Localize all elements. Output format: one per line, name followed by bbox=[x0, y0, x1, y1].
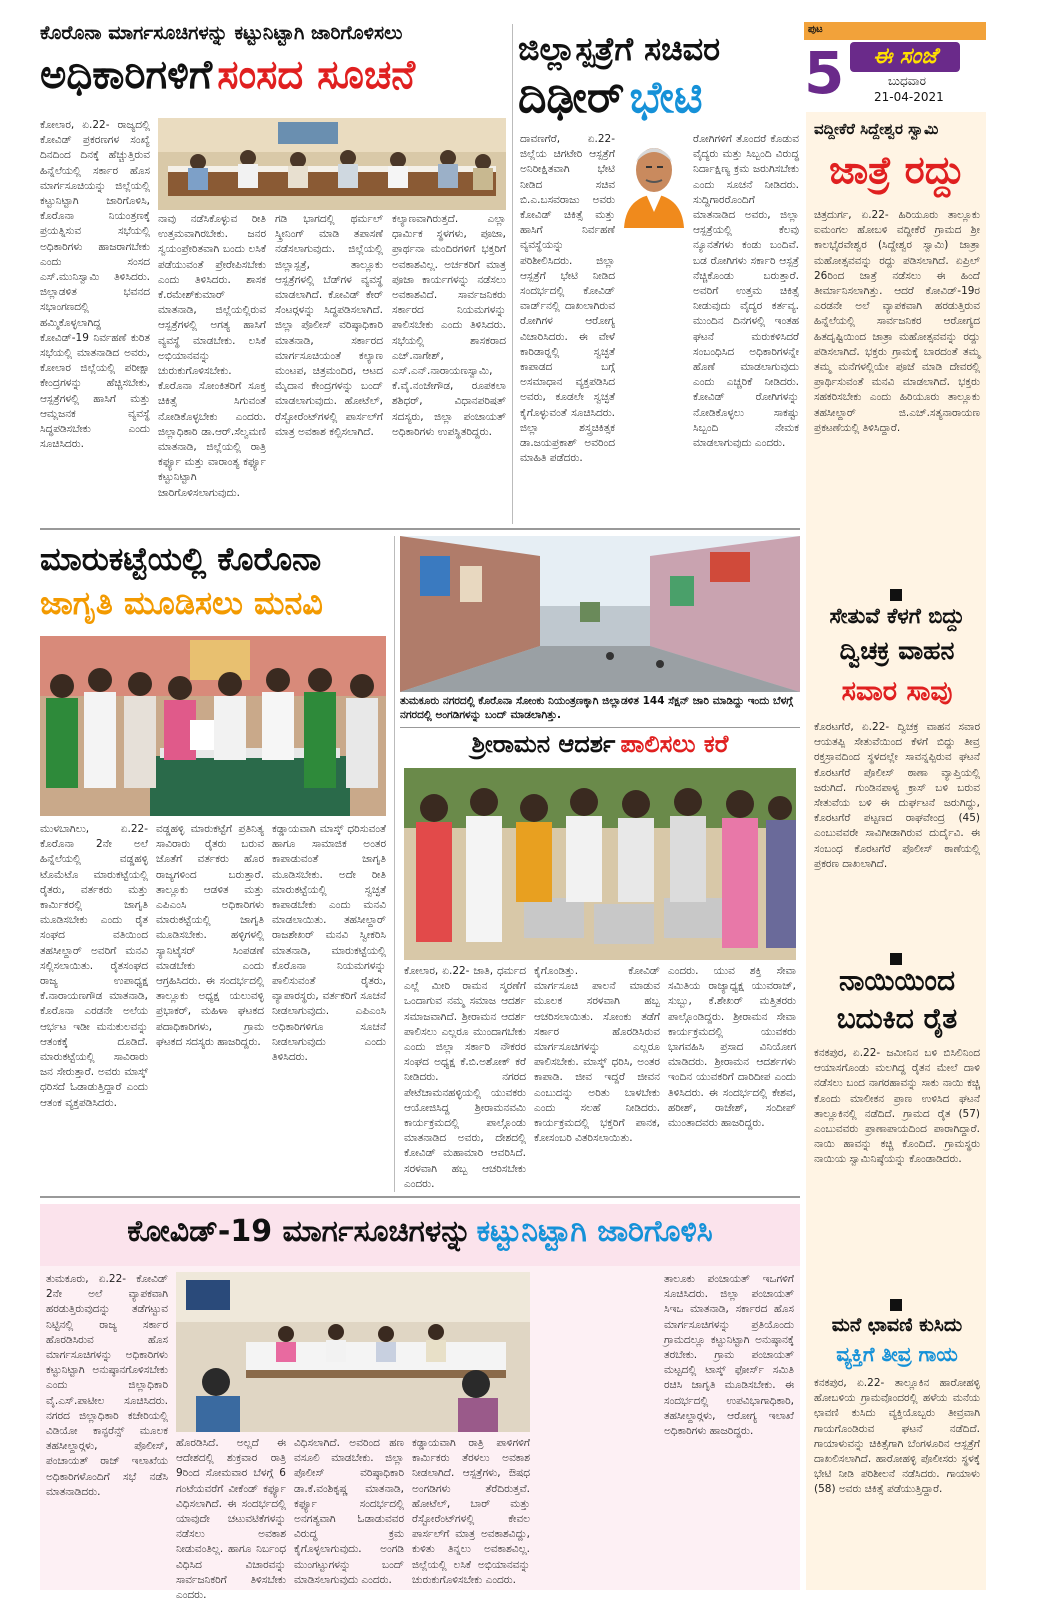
sidebar-story4-head-blue: ವ್ಯಕ್ತಿಗೆ ತೀವ್ರ ಗಾಯ bbox=[836, 1342, 958, 1366]
minister-portrait bbox=[620, 132, 688, 228]
story5-headline bbox=[50, 1214, 790, 1258]
ramanavami-photo bbox=[404, 768, 796, 960]
story3-headline-black: ಮಾರುಕಟ್ಟೆಯಲ್ಲಿ ಕೊರೊನಾ bbox=[40, 540, 322, 578]
story3-col2: ವಡ್ಡಹಳ್ಳಿ ಮಾರುಕಟ್ಟೆಗೆ ಪ್ರತಿನಿತ್ಯ ಸಾವಿರಾರು ರೈತರು ಬರುವ ಜೊತೆಗೆ ವರ್ತಕರು ಹೊರ ರಾಜ್ಯಗಳಿಂದ ಬರುತ್ತಾರೆ. ತಾಲ್ಲೂಕು ಆಡಳಿತ ಮತ್ತು ಎಪಿಎಂಸಿ ಅಧಿಕಾರಿಗಳು ಮಾರುಕಟ್ಟೆಯಲ್ಲಿ ಜಾಗೃತಿ ಮೂಡಿಸಬೇಕು. ಹಳ್ಳಿಗಳಲ್ಲಿ ಸ್ಯಾನಿಟೈಸರ್ ಸಿಂಪಡಣೆ ಮಾಡಬೇಕು ಎಂದು ಆಗ್ರಹಿಸಿದರು. ಈ ಸಂದರ್ಭದಲ್ಲಿ ತಾಲ್ಲೂಕು ಅಧ್ಯಕ್ಷ ಯಲುವಳ್ಳಿ ಪ್ರಭಾಕರ್, ಮಹಿಳಾ ಘಟಕದ ಪದಾಧಿಕಾರಿಗಳು, ಗ್ರಾಮ ಘಟಕದ ಸದಸ್ಯರು ಹಾಜರಿದ್ದರು. bbox=[156, 823, 264, 1048]
story2-headline-line2 bbox=[518, 72, 800, 128]
page-label: ಪುಟ bbox=[808, 24, 823, 35]
story1-headline-black: ಅಧಿಕಾರಿಗಳಿಗೆ bbox=[40, 52, 213, 98]
story5-col5: ತಾಲೂಕು ಪಂಚಾಯತ್ ಇಒಗಳಿಗೆ ಸೂಚಿಸಿದರು. ಜಿಲ್ಲಾ ಪಂಚಾಯತ್ ಸಿಇಒ ಮಾತನಾಡಿ, ಸರ್ಕಾರದ ಹೊಸ ಮಾರ್ಗಸೂಚಿಗಳನ್ನು ಪ್ರತಿಯೊಂದು ಗ್ರಾಮದಲ್ಲೂ ಕಟ್ಟುನಿಟ್ಟಾಗಿ ಅನುಷ್ಠಾನಕ್ಕೆ ತರಬೇಕು. ಗ್ರಾಮ ಪಂಚಾಯತ್ ಮಟ್ಟದಲ್ಲಿ ಟಾಸ್ಕ್ ಫೋರ್ಸ್ ಸಮಿತಿ ರಚಿಸಿ ಜಾಗೃತಿ ಮೂಡಿಸಬೇಕು. ಈ ಸಂದರ್ಭದಲ್ಲಿ ಉಪವಿಭಾಗಾಧಿಕಾರಿ, ತಹಸೀಲ್ದಾರ್‍ಗಳು, ಆರೋಗ್ಯ ಇಲಾಖೆ ಅಧಿಕಾರಿಗಳು ಹಾಜರಿದ್ದರು. bbox=[664, 1273, 794, 1438]
story4-headline bbox=[400, 730, 800, 766]
issue-date: 21-04-2021 bbox=[874, 90, 944, 104]
masthead-bar bbox=[804, 22, 986, 40]
story2-headline-blue: ಭೇಟಿ bbox=[629, 72, 703, 123]
sidebar-story2-head-line1: ಸೇತುವೆ ಕೆಳಗೆ ಬಿದ್ದು bbox=[829, 604, 965, 628]
story4-headline-black: ಶ್ರೀರಾಮನ ಆದರ್ಶ bbox=[471, 730, 616, 758]
story1-headline bbox=[40, 52, 510, 110]
story5-headline-blue: ಕಟ್ಟುನಿಟ್ಟಾಗಿ ಜಾರಿಗೊಳಿಸಿ bbox=[476, 1214, 713, 1249]
story1-col1: ಕೋಲಾರ, ಏ.22- ರಾಜ್ಯದಲ್ಲಿ ಕೋವಿಡ್ ಪ್ರಕರಣಗಳ ಸಂಖ್ಯೆ ದಿನದಿಂದ ದಿನಕ್ಕೆ ಹೆಚ್ಚುತ್ತಿರುವ ಹಿನ್ನೆಲೆಯಲ್ಲಿ ಸರ್ಕಾರ ಹೊಸ ಮಾರ್ಗಸೂಚಿಯನ್ನು ಜಿಲ್ಲೆಯಲ್ಲಿ ಕಟ್ಟುನಿಟ್ಟಾಗಿ ಜಾರಿಗೊಳಿಸಿ, ಕೊರೊನಾ ನಿಯಂತ್ರಣಕ್ಕೆ ಪ್ರಯತ್ನಿಸುವ ಸಭೆಯಲ್ಲಿ ಅಧಿಕಾರಿಗಳು ಹಾಜರಾಗಬೇಕು ಎಂದು ಸಂಸದ ಎಸ್.ಮುನಿಸ್ವಾಮಿ ತಿಳಿಸಿದರು. ಜಿಲ್ಲಾಡಳಿತ ಭವನದ ಸಭಾಂಗಣದಲ್ಲಿ ಹಮ್ಮಿಕೊಳ್ಳಲಾಗಿದ್ದ ಕೋವಿಡ್-19 ನಿರ್ವಹಣೆ ಕುರಿತ ಸಭೆಯಲ್ಲಿ ಮಾತನಾಡಿದ ಅವರು, ಕೋಲಾರ ಜಿಲ್ಲೆಯಲ್ಲಿ ಪರೀಕ್ಷಾ ಕೇಂದ್ರಗಳನ್ನು ಹೆಚ್ಚಿಸಬೇಕು, ಆಸ್ಪತ್ರೆಗಳಲ್ಲಿ ಹಾಸಿಗೆ ಮತ್ತು ಆಮ್ಲಜನಕ ವ್ಯವಸ್ಥೆ ಸಿದ್ಧಪಡಿಸಬೇಕು ಎಂದು ಸೂಚಿಸಿದರು. bbox=[40, 119, 150, 451]
story3-headline-orange: ಜಾಗೃತಿ ಮೂಡಿಸಲು ಮನವಿ bbox=[40, 584, 323, 622]
story5-col3: ವಿಧಿಸಲಾಗಿದೆ. ಅವರಿಂದ ಹಣ ವಸೂಲಿ ಮಾಡಬೇಕು. ಜಿಲ್ಲಾ ಪೊಲೀಸ್ ವರಿಷ್ಠಾಧಿಕಾರಿ ಡಾ.ಕೆ.ವಂಶಿಕೃಷ್ಣ ಮಾತನಾಡಿ, ಕರ್ಫ್ಯೂ ಸಂದರ್ಭದಲ್ಲಿ ಅನಗತ್ಯವಾಗಿ ಓಡಾಡುವವರ ವಿರುದ್ಧ ಕ್ರಮ ಕೈಗೊಳ್ಳಲಾಗುವುದು. ಅಂಗಡಿ ಮುಂಗಟ್ಟುಗಳನ್ನು ಬಂದ್ ಮಾಡಿಸಲಾಗುವುದು ಎಂದರು. bbox=[294, 1437, 404, 1586]
meeting-photo bbox=[158, 118, 506, 210]
story5-col1: ತುಮಕೂರು, ಏ.22- ಕೋವಿಡ್ 2ನೇ ಅಲೆ ವ್ಯಾಪಕವಾಗಿ ಹರಡುತ್ತಿರುವುದನ್ನು ತಡೆಗಟ್ಟುವ ನಿಟ್ಟಿನಲ್ಲಿ ರಾಜ್ಯ ಸರ್ಕಾರ ಹೊರಡಿಸಿರುವ ಹೊಸ ಮಾರ್ಗಸೂಚಿಗಳನ್ನು ಅಧಿಕಾರಿಗಳು ಕಟ್ಟುನಿಟ್ಟಾಗಿ ಅನುಷ್ಠಾನಗೊಳಿಸಬೇಕು ಎಂದು ಜಿಲ್ಲಾಧಿಕಾರಿ ವೈ.ಎಸ್.ಪಾಟೀಲ ಸೂಚಿಸಿದರು. ನಗರದ ಜಿಲ್ಲಾಧಿಕಾರಿ ಕಚೇರಿಯಲ್ಲಿ ವಿಡಿಯೋ ಕಾನ್ಫರೆನ್ಸ್ ಮೂಲಕ ತಹಸೀಲ್ದಾರ್‍ಗಳು, ಪೊಲೀಸ್, ಪಂಚಾಯತ್ ರಾಜ್ ಇಲಾಖೆಯ ಅಧಿಕಾರಿಗಳೊಂದಿಗೆ ಸಭೆ ನಡೆಸಿ ಮಾತನಾಡಿದರು. bbox=[46, 1273, 168, 1498]
sidebar-story3-head-line2: ಬದುಕಿದ ರೈತ bbox=[836, 1002, 958, 1035]
story4-col1: ಕೋಲಾರ, ಏ.22- ಜಾತಿ, ಧರ್ಮದ ಎಲ್ಲೆ ಮೀರಿ ರಾಮನ ಸ್ಮರಣೆಗೆ ಒಂದಾಗುವ ನಮ್ಮ ಸಮಾಜ ಆದರ್ಶ ಸಮಾಜವಾಗಿದೆ. ಶ್ರೀರಾಮನ ಆದರ್ಶ ಪಾಲಿಸಲು ಎಲ್ಲರೂ ಮುಂದಾಗಬೇಕು ಎಂದು ಜಿಲ್ಲಾ ಸರ್ಕಾರಿ ನೌಕರರ ಸಂಘದ ಅಧ್ಯಕ್ಷ ಕೆ.ಬಿ.ಅಶೋಕ್ ಕರೆ ನೀಡಿದರು. ನಗರದ ಪೇಟೆಚಾಮನಹಳ್ಳಿಯಲ್ಲಿ ಯುವಕರು ಆಯೋಜಿಸಿದ್ದ ಶ್ರೀರಾಮನವಮಿ ಕಾರ್ಯಕ್ರಮದಲ್ಲಿ ಪಾಲ್ಗೊಂಡು ಮಾತನಾಡಿದ ಅವರು, ದೇಶದಲ್ಲಿ ಕೋವಿಡ್ ಮಹಾಮಾರಿ ಆವರಿಸಿದೆ. ಸರಳವಾಗಿ ಹಬ್ಬ ಆಚರಿಸಬೇಕು ಎಂದರು. bbox=[404, 965, 526, 1190]
story3-col1: ಮುಳಬಾಗಿಲು, ಏ.22- ಕೊರೊನಾ 2ನೇ ಅಲೆ ಹಿನ್ನೆಲೆಯಲ್ಲಿ ವಡ್ಡಹಳ್ಳಿ ಟೊಮೆಟೊ ಮಾರುಕಟ್ಟೆಯಲ್ಲಿ ರೈತರು, ವರ್ತಕರು ಮತ್ತು ಕಾರ್ಮಿಕರಲ್ಲಿ ಜಾಗೃತಿ ಮೂಡಿಸಬೇಕು ಎಂದು ರೈತ ಸಂಘದ ವತಿಯಿಂದ ತಹಸೀಲ್ದಾರ್ ಅವರಿಗೆ ಮನವಿ ಸಲ್ಲಿಸಲಾಯಿತು. ರೈತಸಂಘದ ರಾಜ್ಯ ಉಪಾಧ್ಯಕ್ಷ ಕೆ.ನಾರಾಯಣಗೌಡ ಮಾತನಾಡಿ, ಕೊರೊನಾ ಎರಡನೇ ಅಲೆಯ ಆರ್ಭಟ ಇಡೀ ಮನುಕುಲವನ್ನು ಆತಂಕಕ್ಕೆ ದೂಡಿದೆ. ಮಾರುಕಟ್ಟೆಯಲ್ಲಿ ಸಾವಿರಾರು ಜನ ಸೇರುತ್ತಾರೆ. ಅವರು ಮಾಸ್ಕ್ ಧರಿಸದೆ ಓಡಾಡುತ್ತಿದ್ದಾರೆ ಎಂದು ಆತಂಕ ವ್ಯಕ್ತಪಡಿಸಿದರು. bbox=[40, 823, 148, 1109]
story2-headline-black: ದಿಢೀರ್ bbox=[518, 72, 625, 123]
story5-col2: ಹೊರಡಿಸಿದೆ. ಅಲ್ಲದೆ ಈ ಆದೇಶದಲ್ಲಿ ಶುಕ್ರವಾರ ರಾತ್ರಿ 9ರಿಂದ ಸೋಮವಾರ ಬೆಳಗ್ಗೆ 6 ಗಂಟೆಯವರೆಗೆ ವೀಕೆಂಡ್ ಕರ್ಫ್ಯೂ ವಿಧಿಸಲಾಗಿದೆ. ಈ ಸಂದರ್ಭದಲ್ಲಿ ಯಾವುದೇ ಚಟುವಟಿಕೆಗಳನ್ನು ನಡೆಸಲು ಅವಕಾಶ ನೀಡುವಂತಿಲ್ಲ. ಹಾಗೂ ನಿರ್ಬಂಧ ವಿಧಿಸಿದ ವಿಚಾರವನ್ನು ಸಾರ್ವಜನಿಕರಿಗೆ ತಿಳಿಸಬೇಕು ಎಂದರು. bbox=[176, 1437, 286, 1602]
sidebar-story1-head-red: ಜಾತ್ರೆ ರದ್ದು bbox=[829, 148, 965, 192]
sidebar-story4-body: ಕನಕಪುರ, ಏ.22- ತಾಲ್ಲೂಕಿನ ಹಾರೋಹಳ್ಳಿ ಹೋಬಳಿಯ ಗ್ರಾಮವೊಂದರಲ್ಲಿ ಹಳೆಯ ಮನೆಯ ಛಾವಣಿ ಕುಸಿದು ವ್ಯಕ್ತಿಯೊಬ್ಬರು ತೀವ್ರವಾಗಿ ಗಾಯಗೊಂಡಿರುವ ಘಟನೆ ನಡೆದಿದೆ. ಗಾಯಾಳುವನ್ನು ಚಿಕಿತ್ಸೆಗಾಗಿ ಬೆಂಗಳೂರಿನ ಆಸ್ಪತ್ರೆಗೆ ದಾಖಲಿಸಲಾಗಿದೆ. ಹಾರೋಹಳ್ಳಿ ಪೊಲೀಸರು ಸ್ಥಳಕ್ಕೆ ಭೇಟಿ ನೀಡಿ ಪರಿಶೀಲನೆ ನಡೆಸಿದರು. ಗಾಯಾಳು (58) ಅವರು ಚಿಕಿತ್ಸೆ ಪಡೆಯುತ್ತಿದ್ದಾರೆ. bbox=[814, 1377, 980, 1496]
memorandum-photo bbox=[40, 636, 386, 816]
story3-col3: ಕಡ್ಡಾಯವಾಗಿ ಮಾಸ್ಕ್ ಧರಿಸುವಂತೆ ಹಾಗೂ ಸಾಮಾಜಿಕ ಅಂತರ ಕಾಪಾಡುವಂತೆ ಜಾಗೃತಿ ಮೂಡಿಸಬೇಕು. ಅದೇ ರೀತಿ ಮಾರುಕಟ್ಟೆಯಲ್ಲಿ ಸ್ವಚ್ಛತೆ ಕಾಪಾಡಬೇಕು ಎಂದು ಮನವಿ ಮಾಡಲಾಯಿತು. ತಹಸೀಲ್ದಾರ್ ರಾಜಶೇಖರ್ ಮನವಿ ಸ್ವೀಕರಿಸಿ ಮಾತನಾಡಿ, ಮಾರುಕಟ್ಟೆಯಲ್ಲಿ ಕೊರೊನಾ ನಿಯಮಗಳನ್ನು ಪಾಲಿಸುವಂತೆ ರೈತರು, ವ್ಯಾಪಾರಸ್ಥರು, ವರ್ತಕರಿಗೆ ಸೂಚನೆ ನೀಡಲಾಗುವುದು. ಎಪಿಎಂಸಿ ಅಧಿಕಾರಿಗಳಿಗೂ ಸೂಚನೆ ನೀಡಲಾಗುವುದು ಎಂದು ತಿಳಿಸಿದರು. bbox=[272, 823, 386, 1064]
section-divider bbox=[400, 727, 800, 728]
story1-col3: ಗಡಿ ಭಾಗದಲ್ಲಿ ಥರ್ಮಲ್ ಸ್ಕ್ರೀನಿಂಗ್ ಮಾಡಿ ತಪಾಸಣೆ ನಡೆಸಲಾಗುವುದು. ಜಿಲ್ಲೆಯಲ್ಲಿ ಜಿಲ್ಲಾಸ್ಪತ್ರೆ, ತಾಲ್ಲೂಕು ಆಸ್ಪತ್ರೆಗಳಲ್ಲಿ ಬೆಡ್‍ಗಳ ವ್ಯವಸ್ಥೆ ಮಾಡಲಾಗಿದೆ. ಕೋವಿಡ್ ಕೇರ್ ಸೆಂಟರ್‍ಗಳನ್ನು ಸಿದ್ಧಪಡಿಸಲಾಗಿದೆ. ಜಿಲ್ಲಾ ಪೊಲೀಸ್ ವರಿಷ್ಠಾಧಿಕಾರಿ ಮಾತನಾಡಿ, ಸರ್ಕಾರದ ಮಾರ್ಗಸೂಚಿಯಂತೆ ಕಲ್ಯಾಣ ಮಂಟಪ, ಚಿತ್ರಮಂದಿರ, ಆಟದ ಮೈದಾನ ಕೇಂದ್ರಗಳನ್ನು ಬಂದ್ ಮಾಡಲಾಗುವುದು. ಹೋಟೆಲ್, ರೆಸ್ಟೋರೆಂಟ್‍ಗಳಲ್ಲಿ ಪಾರ್ಸಲ್‍ಗೆ ಮಾತ್ರ ಅವಕಾಶ ಕಲ್ಪಿಸಲಾಗಿದೆ. bbox=[275, 213, 383, 438]
sidebar-story2-head-line2: ದ್ವಿಚಕ್ರ ವಾಹನ bbox=[839, 636, 955, 665]
video-conference-photo bbox=[176, 1272, 530, 1432]
sidebar-story4-head-black: ಮನೆ ಛಾವಣಿ ಕುಸಿದು bbox=[831, 1314, 963, 1336]
story1-col4: ಕಲ್ಯಾಣವಾಗಿರುತ್ತದೆ. ಎಲ್ಲಾ ಧಾರ್ಮಿಕ ಸ್ಥಳಗಳು, ಪೂಜಾ, ಪ್ರಾರ್ಥನಾ ಮಂದಿರಗಳಿಗೆ ಭಕ್ತರಿಗೆ ಅವಕಾಶವಿಲ್ಲ. ಅರ್ಚಕರಿಗೆ ಮಾತ್ರ ಪೂಜಾ ಕಾರ್ಯಗಳನ್ನು ನಡೆಸಲು ಅವಕಾಶವಿದೆ. ಸಾರ್ವಜನಿಕರು ಸರ್ಕಾರದ ನಿಯಮಗಳನ್ನು ಪಾಲಿಸಬೇಕು ಎಂದು ತಿಳಿಸಿದರು. ಸಭೆಯಲ್ಲಿ ಶಾಸಕರಾದ ಎಚ್.ನಾಗೇಶ್, ಎಸ್.ಎನ್.ನಾರಾಯಣಸ್ವಾಮಿ, ಕೆ.ವೈ.ನಂಜೇಗೌಡ, ರೂಪಕಲಾ ಶಶಿಧರ್, ವಿಧಾನಪರಿಷತ್ ಸದಸ್ಯರು, ಜಿಲ್ಲಾ ಪಂಚಾಯತ್ ಅಧಿಕಾರಿಗಳು ಉಪಸ್ಥಿತರಿದ್ದರು. bbox=[392, 213, 506, 438]
sidebar-story1-head-black: ವದ್ದೀಕೆರೆ ಸಿದ್ದೇಶ್ವರ ಸ್ವಾಮಿ bbox=[814, 120, 939, 138]
story5-col4: ಕಡ್ಡಾಯವಾಗಿ ರಾತ್ರಿ ಪಾಳಿಗಳಿಗೆ ಕಾರ್ಮಿಕರು ತೆರಳಲು ಅವಕಾಶ ನೀಡಲಾಗಿದೆ. ಆಸ್ಪತ್ರೆಗಳು, ಔಷಧ ಅಂಗಡಿಗಳು ತೆರೆದಿರುತ್ತವೆ. ಹೋಟೆಲ್, ಬಾರ್ ಮತ್ತು ರೆಸ್ಟೋರೆಂಟ್‍ಗಳಲ್ಲಿ ಕೇವಲ ಪಾರ್ಸಲ್‍ಗೆ ಮಾತ್ರ ಅವಕಾಶವಿದ್ದು, ಕುಳಿತು ತಿನ್ನಲು ಅವಕಾಶವಿಲ್ಲ. ಜಿಲ್ಲೆಯಲ್ಲಿ ಲಸಿಕೆ ಅಭಿಯಾನವನ್ನು ಚುರುಕುಗೊಳಿಸಬೇಕು ಎಂದರು. bbox=[412, 1437, 530, 1586]
sidebar-story3-head-line1: ನಾಯಿಯಿಂದ bbox=[838, 964, 956, 997]
sidebar-story3-body: ಕನಕಪುರ, ಏ.22- ಜಮೀನಿನ ಬಳಿ ಬಿಸಿಲಿನಿಂದ ಆಯಾಸಗೊಂಡು ಮಲಗಿದ್ದ ರೈತನ ಮೇಲೆ ದಾಳಿ ನಡೆಸಲು ಬಂದ ನಾಗರಹಾವನ್ನು ಸಾಕು ನಾಯಿ ಕಚ್ಚಿ ಕೊಂದು ಮಾಲೀಕನ ಪ್ರಾಣ ಉಳಿಸಿದ ಘಟನೆ ತಾಲ್ಲೂಕಿನಲ್ಲಿ ನಡೆದಿದೆ. ಗ್ರಾಮದ ರೈತ (57) ಎಂಬುವವರು ಪ್ರಾಣಾಪಾಯದಿಂದ ಪಾರಾಗಿದ್ದಾರೆ. ನಾಯಿ ಹಾವನ್ನು ಕಚ್ಚಿ ಕೊಂದಿದೆ. ಗ್ರಾಮಸ್ಥರು ನಾಯಿಯ ಸ್ವಾಮಿನಿಷ್ಠೆಯನ್ನು ಕೊಂಡಾಡಿದರು. bbox=[814, 1047, 980, 1166]
weekday: ಬುಧವಾರ bbox=[888, 74, 926, 88]
story5-headline-black: ಕೋವಿಡ್-19 ಮಾರ್ಗಸೂಚಿಗಳನ್ನು bbox=[127, 1214, 472, 1249]
column-divider bbox=[394, 536, 395, 1192]
paper-logo: ಈ ಸಂಜೆ bbox=[850, 42, 960, 72]
story2-col2: ರೋಗಿಗಳಿಗೆ ತೊಂದರೆ ಕೊಡುವ ವೈದ್ಯರು ಮತ್ತು ಸಿಬ್ಬಂದಿ ವಿರುದ್ಧ ನಿರ್ದಾಕ್ಷಿಣ್ಯ ಕ್ರಮ ಜರುಗಿಸಬೇಕು ಎಂದು ಸೂಚನೆ ನೀಡಿದರು. ಸುದ್ದಿಗಾರರೊಂದಿಗೆ ಮಾತನಾಡಿದ ಅವರು, ಜಿಲ್ಲಾ ಆಸ್ಪತ್ರೆಯಲ್ಲಿ ಕೆಲವು ನ್ಯೂನತೆಗಳು ಕಂಡು ಬಂದಿವೆ. ಬಡ ರೋಗಿಗಳು ಸರ್ಕಾರಿ ಆಸ್ಪತ್ರೆ ನೆಚ್ಚಿಕೊಂಡು ಬರುತ್ತಾರೆ. ಅವರಿಗೆ ಉತ್ತಮ ಚಿಕಿತ್ಸೆ ನೀಡುವುದು ವೈದ್ಯರ ಕರ್ತವ್ಯ. ಮುಂದಿನ ದಿನಗಳಲ್ಲಿ ಇಂತಹ ಘಟನೆ ಮರುಕಳಿಸಿದರೆ ಸಂಬಂಧಿಸಿದ ಅಧಿಕಾರಿಗಳನ್ನೇ ಹೊಣೆ ಮಾಡಲಾಗುವುದು ಎಂದು ಎಚ್ಚರಿಕೆ ನೀಡಿದರು. ಕೋವಿಡ್ ರೋಗಿಗಳನ್ನು ನೋಡಿಕೊಳ್ಳಲು ಸಾಕಷ್ಟು ಸಿಬ್ಬಂದಿ ನೇಮಕ ಮಾಡಲಾಗುವುದು ಎಂದರು. bbox=[693, 133, 799, 450]
story4-col3: ಎಂದರು. ಯುವ ಶಕ್ತಿ ಸೇವಾ ಸಮಿತಿಯ ರಾಜ್ಯಾಧ್ಯಕ್ಷ ಯುವರಾಜ್, ಸುಬ್ಬು, ಕೆ.ಶೇಖರ್ ಮತ್ತಿತರರು ಪಾಲ್ಗೊಂಡಿದ್ದರು. ಶ್ರೀರಾಮನ ಸೇವಾ ಕಾರ್ಯಕ್ರಮದಲ್ಲಿ ಯುವಕರು ಭಾಗವಹಿಸಿ ಪ್ರಸಾದ ವಿನಿಯೋಗ ಮಾಡಿದರು. ಶ್ರೀರಾಮನ ಆದರ್ಶಗಳು ಇಂದಿನ ಯುವಕರಿಗೆ ದಾರಿದೀಪ ಎಂದು ತಿಳಿಸಿದರು. ಈ ಸಂದರ್ಭದಲ್ಲಿ ಕೇಶವ, ಹರೀಶ್, ರಾಜೇಶ್, ಸಂದೀಪ್ ಮುಂತಾದವರು ಹಾಜರಿದ್ದರು. bbox=[668, 965, 796, 1130]
section-divider bbox=[40, 1196, 800, 1198]
section-divider bbox=[40, 528, 800, 530]
story2-headline-line1: ಜಿಲ್ಲಾಸ್ಪತ್ರೆಗೆ ಸಚಿವರ bbox=[518, 30, 721, 68]
street-photo-caption: ತುಮಕೂರು ನಗರದಲ್ಲಿ ಕೊರೊನಾ ಸೋಂಕು ನಿಯಂತ್ರಣಕ್ಕಾಗಿ ಜಿಲ್ಲಾಡಳಿತ 144 ಸೆಕ್ಷನ್ ಜಾರಿ ಮಾಡಿದ್ದು ಇಂದು ಬೆಳಗ್ಗೆ ನಗರದಲ್ಲಿ ಅಂಗಡಿಗಳನ್ನು ಬಂದ್ ಮಾಡಲಾಗಿತ್ತು. bbox=[400, 695, 793, 721]
page-number: 5 bbox=[804, 39, 845, 107]
story1-kicker: ಕೊರೊನಾ ಮಾರ್ಗಸೂಚಿಗಳನ್ನು ಕಟ್ಟುನಿಟ್ಟಾಗಿ ಜಾರಿಗೊಳಿಸಲು bbox=[40, 22, 403, 44]
story4-headline-red: ಪಾಲಿಸಲು ಕರೆ bbox=[620, 730, 729, 758]
story1-col2: ನಾವು ನಡೆಸಿಕೊಳ್ಳುವ ರೀತಿ ಉತ್ತಮವಾಗಿರಬೇಕು. ಜನರ ಸ್ವಯಂಪ್ರೇರಿತವಾಗಿ ಬಂದು ಲಸಿಕೆ ಪಡೆಯುವಂತೆ ಪ್ರೇರೇಪಿಸಬೇಕು ಎಂದು ತಿಳಿಸಿದರು. ಶಾಸಕ ಕೆ.ರಮೇಶ್‍ಕುಮಾರ್ ಮಾತನಾಡಿ, ಜಿಲ್ಲೆಯಲ್ಲಿರುವ ಆಸ್ಪತ್ರೆಗಳಲ್ಲಿ ಅಗತ್ಯ ಹಾಸಿಗೆ ವ್ಯವಸ್ಥೆ ಮಾಡಬೇಕು. ಲಸಿಕೆ ಅಭಿಯಾನವನ್ನು ಚುರುಕುಗೊಳಿಸಬೇಕು. ಕೊರೊನಾ ಸೋಂಕಿತರಿಗೆ ಸೂಕ್ತ ಚಿಕಿತ್ಸೆ ಸಿಗುವಂತೆ ನೋಡಿಕೊಳ್ಳಬೇಕು ಎಂದರು. ಜಿಲ್ಲಾಧಿಕಾರಿ ಡಾ.ಆರ್.ಸೆಲ್ವಮಣಿ ಮಾತನಾಡಿ, ಜಿಲ್ಲೆಯಲ್ಲಿ ರಾತ್ರಿ ಕರ್ಫ್ಯೂ ಮತ್ತು ವಾರಾಂತ್ಯ ಕರ್ಫ್ಯೂ ಕಟ್ಟುನಿಟ್ಟಾಗಿ ಜಾರಿಗೊಳಿಸಲಾಗುವುದು. bbox=[158, 213, 266, 499]
column-divider bbox=[512, 24, 513, 524]
sidebar-story1-body: ಚಿತ್ರದುರ್ಗ, ಏ.22- ಹಿರಿಯೂರು ತಾಲ್ಲೂಕು ಐಮಂಗಲ ಹೋಬಳಿ ವದ್ದೀಕೆರೆ ಗ್ರಾಮದ ಶ್ರೀ ಕಾಲಭೈರವೇಶ್ವರ (ಸಿದ್ದೇಶ್ವರ ಸ್ವಾಮಿ) ಜಾತ್ರಾ ಮಹೋತ್ಸವವನ್ನು ರದ್ದು ಪಡಿಸಲಾಗಿದೆ. ಏಪ್ರಿಲ್ 26ರಿಂದ ಜಾತ್ರೆ ನಡೆಸಲು ಈ ಹಿಂದೆ ತೀರ್ಮಾನಿಸಲಾಗಿತ್ತು. ಆದರೆ ಕೋವಿಡ್-19ರ ಎರಡನೇ ಅಲೆ ವ್ಯಾಪಕವಾಗಿ ಹರಡುತ್ತಿರುವ ಹಿನ್ನೆಲೆಯಲ್ಲಿ ಸಾರ್ವಜನಿಕರ ಆರೋಗ್ಯದ ಹಿತದೃಷ್ಟಿಯಿಂದ ಜಾತ್ರಾ ಮಹೋತ್ಸವವನ್ನು ರದ್ದು ಪಡಿಸಲಾಗಿದೆ. ಭಕ್ತರು ಗ್ರಾಮಕ್ಕೆ ಬಾರದಂತೆ ತಮ್ಮ ತಮ್ಮ ಮನೆಗಳಲ್ಲಿಯೇ ಪೂಜೆ ಮಾಡಿ ದೇವರಲ್ಲಿ ಪ್ರಾರ್ಥಿಸುವಂತೆ ಮನವಿ ಮಾಡಲಾಗಿದೆ. ಭಕ್ತರು ಸಹಕರಿಸಬೇಕು ಎಂದು ಹಿರಿಯೂರು ತಾಲ್ಲೂಕು ತಹಸೀಲ್ದಾರ್ ಜಿ.ಎಚ್.ಸತ್ಯನಾರಾಯಣ ಪ್ರಕಟಣೆಯಲ್ಲಿ ತಿಳಿಸಿದ್ದಾರೆ. bbox=[814, 209, 980, 434]
bullet-icon bbox=[890, 1296, 902, 1315]
story1-headline-red: ಸಂಸದ ಸೂಚನೆ bbox=[217, 52, 416, 98]
story2-col1-top: ದಾವಣಗೆರೆ, ಏ.22- ಜಿಲ್ಲೆಯ ಚಿಗಟೇರಿ ಆಸ್ಪತ್ರೆಗೆ ಅನಿರೀಕ್ಷಿತವಾಗಿ ಭೇಟಿ ನೀಡಿದ ಸಚಿವ ಬಿ.ಎ.ಬಸವರಾಜು ಅವರು ಕೋವಿಡ್ ಚಿಕಿತ್ಸೆ ಮತ್ತು ಹಾಸಿಗೆ ನಿರ್ವಹಣೆ ವ್ಯವಸ್ಥೆಯನ್ನು ಪರಿಶೀಲಿಸಿದರು. ಜಿಲ್ಲಾ ಆಸ್ಪತ್ರೆಗೆ ಭೇಟಿ ನೀಡಿದ ಸಂದರ್ಭದಲ್ಲಿ ಕೋವಿಡ್ ವಾರ್ಡ್‍ನಲ್ಲಿ ದಾಖಲಾಗಿರುವ ರೋಗಿಗಳ ಆರೋಗ್ಯ ವಿಚಾರಿಸಿದರು. ಈ ವೇಳೆ ಕಾರಿಡಾರ್‍ನಲ್ಲಿ ಸ್ವಚ್ಛತೆ ಕಾಪಾಡದ ಬಗ್ಗೆ ಅಸಮಾಧಾನ ವ್ಯಕ್ತಪಡಿಸಿದ ಅವರು, ಕೂಡಲೇ ಸ್ವಚ್ಛತೆ ಕೈಗೊಳ್ಳುವಂತೆ ಸೂಚಿಸಿದರು. ಜಿಲ್ಲಾ ಶಸ್ತ್ರಚಿಕಿತ್ಸಕ ಡಾ.ಜಯಪ್ರಕಾಶ್ ಅವರಿಂದ ಮಾಹಿತಿ ಪಡೆದರು. bbox=[520, 133, 615, 465]
masthead bbox=[804, 22, 986, 106]
sidebar-story2-head-red: ಸವಾರ ಸಾವು bbox=[841, 676, 953, 707]
story4-col2: ಕೈಗೊಂಡಿತ್ತು. ಕೋವಿಡ್ ಮಾರ್ಗಸೂಚಿ ಪಾಲನೆ ಮಾಡುವ ಮೂಲಕ ಸರಳವಾಗಿ ಹಬ್ಬ ಆಚರಿಸಲಾಯಿತು. ಸೋಂಕು ತಡೆಗೆ ಸರ್ಕಾರ ಹೊರಡಿಸಿರುವ ಮಾರ್ಗಸೂಚಿಗಳನ್ನು ಎಲ್ಲರೂ ಪಾಲಿಸಬೇಕು. ಮಾಸ್ಕ್ ಧರಿಸಿ, ಅಂತರ ಕಾಪಾಡಿ. ಜೀವ ಇದ್ದರೆ ಜೀವನ ಎಂಬುದನ್ನು ಅರಿತು ಬಾಳಬೇಕು ಎಂದು ಸಲಹೆ ನೀಡಿದರು. ಕಾರ್ಯಕ್ರಮದಲ್ಲಿ ಭಕ್ತರಿಗೆ ಪಾನಕ, ಕೋಸಂಬರಿ ವಿತರಿಸಲಾಯಿತು. bbox=[534, 965, 660, 1145]
street-photo bbox=[400, 536, 800, 692]
story5-col5-a bbox=[538, 1272, 656, 1584]
story2-col1-bottom bbox=[520, 252, 688, 522]
sidebar-story2-body: ಕೊರಟಗೆರೆ, ಏ.22- ದ್ವಿಚಕ್ರ ವಾಹನ ಸವಾರ ಆಯತಪ್ಪಿ ಸೇತುವೆಯಿಂದ ಕೆಳಗೆ ಬಿದ್ದು ತೀವ್ರ ರಕ್ತಸ್ರಾವದಿಂದ ಸ್ಥಳದಲ್ಲೇ ಸಾವನ್ನಪ್ಪಿರುವ ಘಟನೆ ಕೊರಟಗೆರೆ ಪೊಲೀಸ್ ಠಾಣಾ ವ್ಯಾಪ್ತಿಯಲ್ಲಿ ಜರುಗಿದೆ. ಗುಂಡಿನಪಾಳ್ಯ ಕ್ರಾಸ್ ಬಳಿ ಬರುವ ಸೇತುವೆಯ ಬಳಿ ಈ ದುರ್ಘಟನೆ ಜರುಗಿದ್ದು, ಕೊರಟಗೆರೆ ಪಟ್ಟಣದ ರಾಘವೇಂದ್ರ (45) ಎಂಬುವವರೇ ಸಾವಿಗೀಡಾಗಿರುವ ದುರ್ದೈವಿ. ಈ ಸಂಬಂಧ ಕೊರಟಗೆರೆ ಪೊಲೀಸ್ ಠಾಣೆಯಲ್ಲಿ ಪ್ರಕರಣ ದಾಖಲಾಗಿದೆ. bbox=[814, 721, 980, 870]
bullet-icon bbox=[890, 586, 902, 605]
